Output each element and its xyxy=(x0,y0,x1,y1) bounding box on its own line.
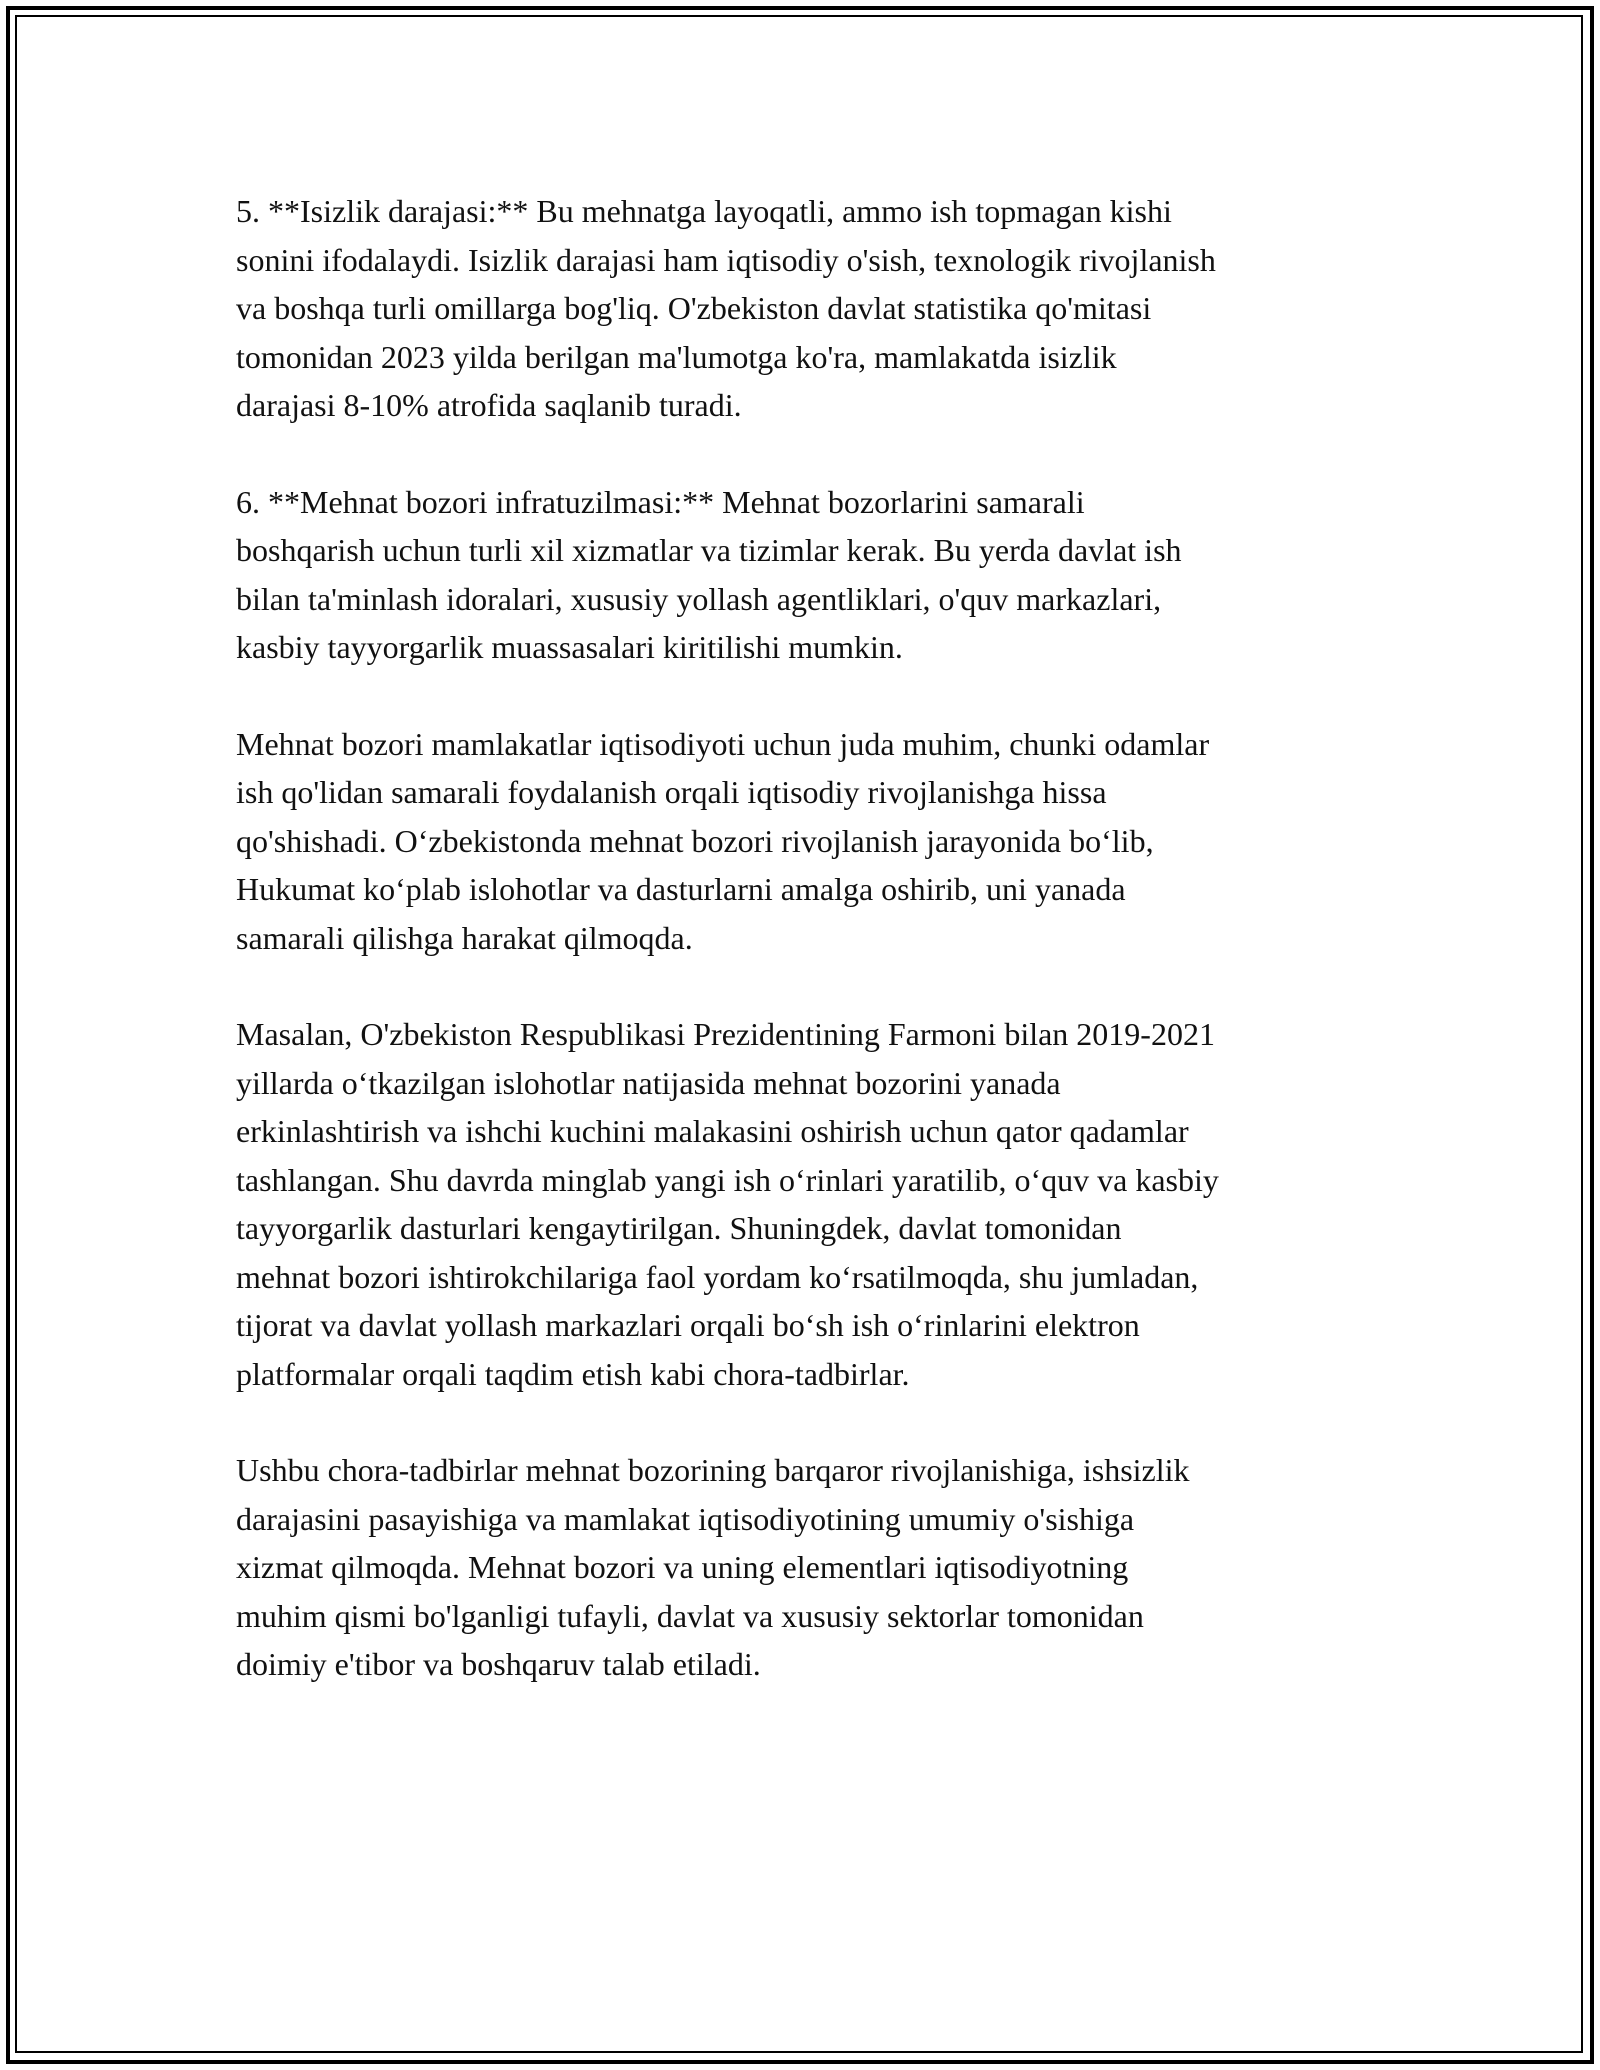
paragraph-reforms-example: Masalan, O'zbekiston Respublikasi Prezidentining Farmoni bilan 2019-2021 yillarda o‘tkazilgan islohotlar natijasida mehnat bozorini yanada erkinlashtirish va ishchi kuchini malakasini oshirish uchun qator qadamlar tashlangan. Shu davrda minglab yangi ish o‘rinlari yaratilib, o‘quv va kasbiy tayyorgarlik dasturlari kengaytirilgan. Shuningdek, davlat tomonidan mehnat bozori ishtirokchilariga faol yordam ko‘rsatilmoqda, shu jumladan, tijorat va davlat yollash markazlari orqali bo‘sh ish o‘rinlarini elektron platformalar orqali taqdim etish kabi chora-tadbirlar. xyxy=(236,1016,1219,1392)
paragraph-labor-market-importance: Mehnat bozori mamlakatlar iqtisodiyoti uchun juda muhim, chunki odamlar ish qo'lidan samarali foydalanish orqali iqtisodiy rivojlanishga hissa qo'shishadi. O‘zbekistonda mehnat bozori rivojlanish jarayonida bo‘lib, Hukumat ko‘plab islohotlar va dasturlarni amalga oshirib, uni yanada samarali qilishga harakat qilmoqda. xyxy=(236,725,1210,956)
paragraph-unemployment-rate: 5. **Isizlik darajasi:** Bu mehnatga layoqatli, ammo ish topmagan kishi sonini ifodalaydi. Isizlik darajasi ham iqtisodiy o'sish, texnologik rivojlanish va boshqa turli omillarga bog'liq. O'zbekiston davlat statistika qo'mitasi tomonidan 2023 yilda berilgan ma'lumotga ko'ra, mamlakatda isizlik darajasi 8-10% atrofida saqlanib turadi. xyxy=(236,193,1216,423)
paragraph-labor-market-infrastructure: 6. **Mehnat bozori infratuzilmasi:** Mehnat bozorlarini samarali boshqarish uchun turli xil xizmatlar va tizimlar kerak. Bu yerda davlat ish bilan ta'minlash idoralari, xususiy yollash agentliklari, o'quv markazlari, kasbiy tayyorgarlik muassasalari kiritilishi mumkin. xyxy=(236,483,1182,665)
document-body xyxy=(236,187,1366,1737)
paragraph-conclusion: Ushbu chora-tadbirlar mehnat bozorining barqaror rivojlanishiga, ishsizlik darajasini pasayishiga va mamlakat iqtisodiyotining umumiy o'sishiga xizmat qilmoqda. Mehnat bozori va uning elementlari iqtisodiyotning muhim qismi bo'lganligi tufayli, davlat va xususiy sektorlar tomonidan doimiy e'tibor va boshqaruv talab etiladi. xyxy=(236,1452,1190,1682)
